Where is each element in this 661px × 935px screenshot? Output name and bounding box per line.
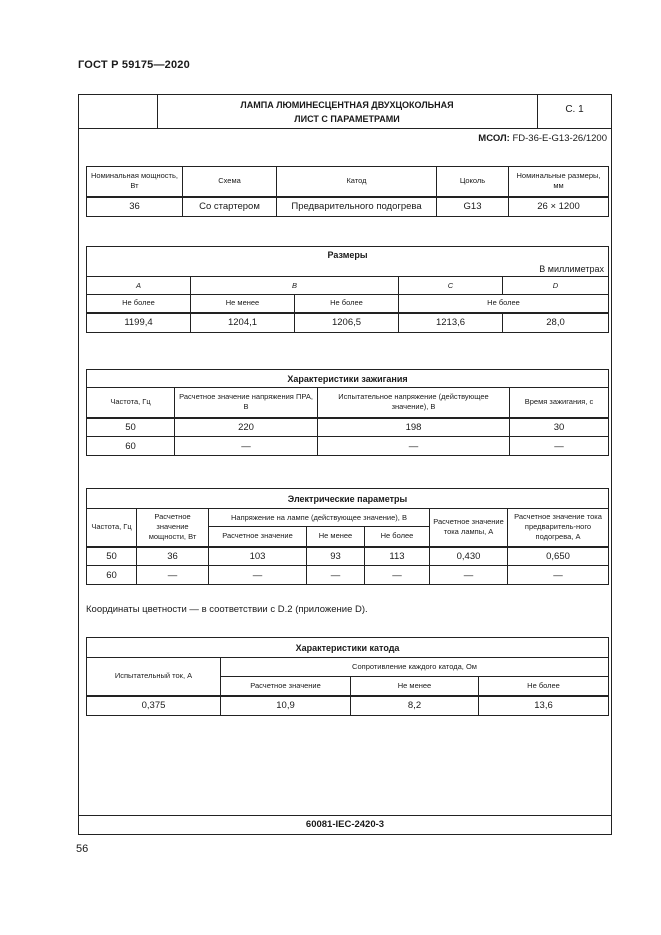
ignition-header-time: Время зажигания, с [510, 388, 609, 418]
ignition-header-ballast: Расчетное значение напряжения ПРА, В [175, 388, 318, 418]
footer-code: 60081-IEC-2420-3 [305, 819, 385, 830]
sheet-number: С. 1 [565, 104, 584, 115]
cathode-header-resistance: Сопротивление каждого катода, Ом [221, 658, 609, 677]
cathode-cell: 10,9 [221, 696, 351, 716]
dim-letter-a: A [87, 277, 191, 295]
main-params-table [86, 166, 609, 217]
ignition-cell: 50 [87, 418, 175, 437]
dim-limit-cd: Не более [399, 295, 609, 313]
electrical-header-v-calc: Расчетное значение [209, 527, 307, 547]
ignition-title: Характеристики зажигания [87, 370, 609, 388]
mcol-label: МСОЛ: [478, 133, 510, 144]
ignition-cell: 198 [318, 418, 510, 437]
cathode-header-calc: Расчетное значение [221, 677, 351, 696]
dim-value-c: 1213,6 [399, 313, 503, 333]
header-power: Номинальная мощность, Вт [87, 167, 183, 197]
dim-letter-d: D [503, 277, 609, 295]
electrical-table [86, 488, 609, 585]
dim-value-d: 28,0 [503, 313, 609, 333]
page-number: 56 [76, 843, 89, 855]
standard-number: ГОСТ Р 59175—2020 [78, 59, 190, 71]
dim-limit-b-max: Не более [295, 295, 399, 313]
cell-sizes: 26 × 1200 [509, 197, 609, 217]
electrical-cell: — [508, 566, 609, 585]
ignition-header-test-voltage: Испытательное напряжение (действующее значение), В [318, 388, 510, 418]
ignition-header-frequency: Частота, Гц [87, 388, 175, 418]
electrical-cell: — [430, 566, 508, 585]
electrical-cell: 60 [87, 566, 137, 585]
electrical-cell: 0,650 [508, 547, 609, 566]
cathode-cell: 13,6 [479, 696, 609, 716]
ignition-cell: — [318, 437, 510, 456]
electrical-header-v-max: Не более [365, 527, 430, 547]
cathode-cell: 0,375 [87, 696, 221, 716]
header-base: Цоколь [437, 167, 509, 197]
chromaticity-note: Координаты цветности — в соответствии с D.2 (приложение D). [86, 604, 368, 615]
ignition-cell: 30 [510, 418, 609, 437]
footer-divider [78, 815, 612, 816]
dimensions-table [86, 246, 609, 333]
electrical-cell: 50 [87, 547, 137, 566]
sheet-title [157, 98, 537, 126]
dim-letter-c: C [399, 277, 503, 295]
header-cathode: Катод [277, 167, 437, 197]
ignition-cell: 220 [175, 418, 318, 437]
electrical-cell: 113 [365, 547, 430, 566]
ignition-cell: — [175, 437, 318, 456]
cathode-header-min: Не менее [351, 677, 479, 696]
electrical-header-current: Расчетное значение тока лампы, А [430, 509, 508, 547]
dim-value-a: 1199,4 [87, 313, 191, 333]
sheet-title-line2: ЛИСТ С ПАРАМЕТРАМИ [294, 114, 400, 124]
ignition-cell: — [510, 437, 609, 456]
cathode-table [86, 637, 609, 716]
electrical-cell: 0,430 [430, 547, 508, 566]
electrical-cell: — [209, 566, 307, 585]
dim-value-b-max: 1206,5 [295, 313, 399, 333]
electrical-header-voltage: Напряжение на лампе (действующее значение), В [209, 509, 430, 527]
electrical-cell: — [307, 566, 365, 585]
dimensions-unit: В миллиметрах [87, 263, 609, 277]
cathode-header-current: Испытательный ток, А [87, 658, 221, 696]
ignition-cell: 60 [87, 437, 175, 456]
electrical-cell: — [137, 566, 209, 585]
cathode-title: Характеристики катода [87, 638, 609, 658]
header-sizes: Номинальные размеры, мм [509, 167, 609, 197]
header-divider [78, 128, 612, 129]
electrical-cell: — [365, 566, 430, 585]
electrical-cell: 36 [137, 547, 209, 566]
cell-power: 36 [87, 197, 183, 217]
mcol-designation [200, 133, 607, 144]
dimensions-title: Размеры [87, 247, 609, 263]
ignition-table [86, 369, 609, 456]
electrical-header-frequency: Частота, Гц [87, 509, 137, 547]
mcol-value: FD-36-E-G13-26/1200 [512, 133, 607, 144]
cell-scheme: Со стартером [183, 197, 277, 217]
cell-cathode: Предварительного подогрева [277, 197, 437, 217]
dim-value-b-min: 1204,1 [191, 313, 295, 333]
cathode-header-max: Не более [479, 677, 609, 696]
electrical-header-preheat: Расчетное значение тока предваритель-ного подогрева, А [508, 509, 609, 547]
electrical-cell: 93 [307, 547, 365, 566]
electrical-header-v-min: Не менее [307, 527, 365, 547]
cell-base: G13 [437, 197, 509, 217]
dim-limit-b-min: Не менее [191, 295, 295, 313]
electrical-cell: 103 [209, 547, 307, 566]
electrical-header-power: Расчетное значение мощности, Вт [137, 509, 209, 547]
header-scheme: Схема [183, 167, 277, 197]
cathode-cell: 8,2 [351, 696, 479, 716]
dim-letter-b: B [191, 277, 399, 295]
electrical-title: Электрические параметры [87, 489, 609, 509]
sheet-title-line1: ЛАМПА ЛЮМИНЕСЦЕНТНАЯ ДВУХЦОКОЛЬНАЯ [240, 100, 454, 110]
dim-limit-a: Не более [87, 295, 191, 313]
